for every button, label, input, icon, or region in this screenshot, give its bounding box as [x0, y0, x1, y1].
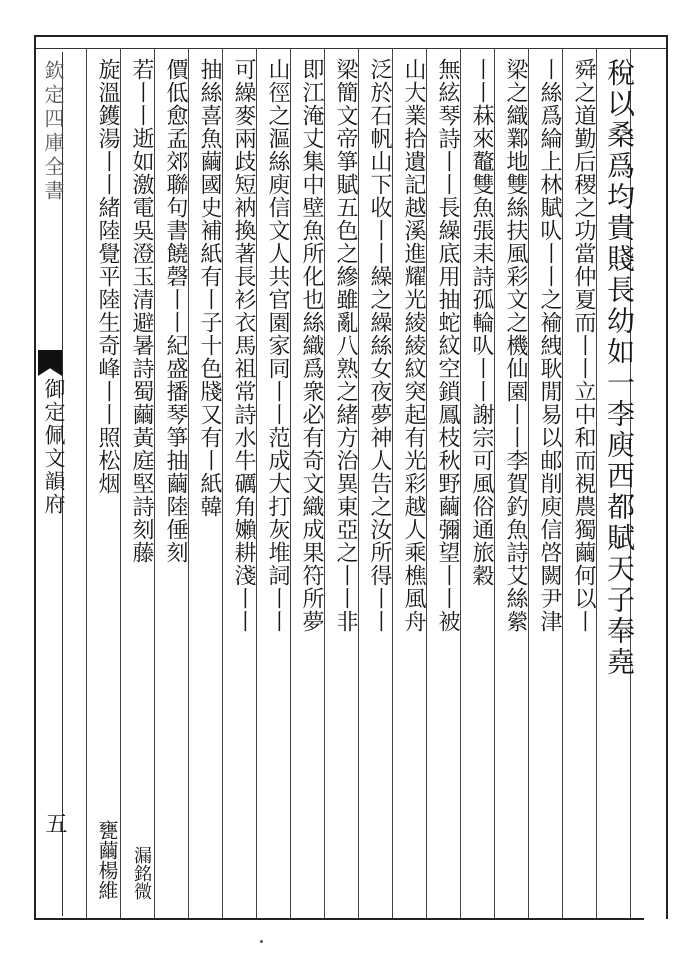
page-number: 五	[42, 812, 67, 834]
text-column-16-cont: 甕繭楊維	[95, 820, 119, 900]
frame-right-border	[666, 36, 668, 919]
text-column-13: 抽絲喜魚繭國史補紙有丨子十色牋又有丨紙韓	[197, 58, 222, 518]
ink-speck	[260, 940, 263, 943]
frame-bottom-border	[34, 918, 644, 920]
text-column-5: 丨丨菻來鼇雙魚張耒詩孤輪㕥丨丨謝宗可風俗通旅穀	[469, 58, 494, 587]
fish-tail-mark	[38, 350, 62, 376]
frame-inner-top-border	[34, 48, 668, 49]
text-column-3: 丨絲爲綸上林賦㕥丨丨之褕絏耿閒易以邮削庾信啓闕尹津	[537, 58, 562, 633]
book-title: 御定佩文韻府	[42, 378, 66, 516]
text-column-15-cont: 漏銘微	[131, 846, 152, 900]
text-column-1: 稅以桑爲均貴賤長幼如一李庾西都賦天子奉堯	[603, 58, 636, 678]
column-rule	[86, 48, 87, 918]
margin-header: 欽定四庫全書	[41, 60, 65, 204]
frame-left-border	[34, 36, 36, 919]
text-column-11: 山徑之漚絲庾信文人共官園家同丨丨范成大打灰堆詞丨丨	[265, 58, 290, 633]
text-column-7: 山大業拾遺記越溪進耀光綾綾紋突起有光彩越人乘樵風舟	[401, 58, 426, 633]
text-column-12: 可繰麥兩歧短衲換著長衫衣馬祖常詩水牛礪角嬾耕淺丨丨	[231, 58, 256, 633]
text-column-10: 即江淹丈集中壁魚所化也絲織爲衆必有奇文織成果符所夢	[299, 58, 324, 633]
margin-strip	[38, 52, 67, 916]
frame-top-border	[34, 35, 668, 37]
text-column-4: 梁之織鄴地雙絲扶風彩文之機仙園丨丨李賀釣魚詩艾絲縈	[503, 58, 528, 633]
text-column-14: 價低愈孟郊聯句書饒磬丨丨紀盛播琴箏抽繭陸倕刻	[163, 58, 188, 564]
text-column-6: 無絃琴詩丨丨長繰底用抽蛇紋空鎖鳳枝秋野繭彌望丨丨被	[435, 58, 460, 633]
text-column-2: 舜之道勤后稷之功當仲夏而丨丨立中和而視農獨繭何以丨	[571, 58, 596, 633]
text-column-9: 梁簡文帝箏賦五色之縿雖亂八熟之緒方治異東亞之丨丨非	[333, 58, 358, 633]
text-column-15: 若丨丨逝如激電吳澄玉清避暑詩蜀繭黃庭堅詩刻藤	[129, 58, 154, 564]
text-column-8: 泛於石帆山下收丨丨繰之繰絲女夜夢神人告之汝所得丨丨	[367, 58, 392, 633]
text-column-16: 旋溫鑊湯丨丨緒陸覺平陸生奇峰丨丨照松烟	[95, 58, 120, 495]
